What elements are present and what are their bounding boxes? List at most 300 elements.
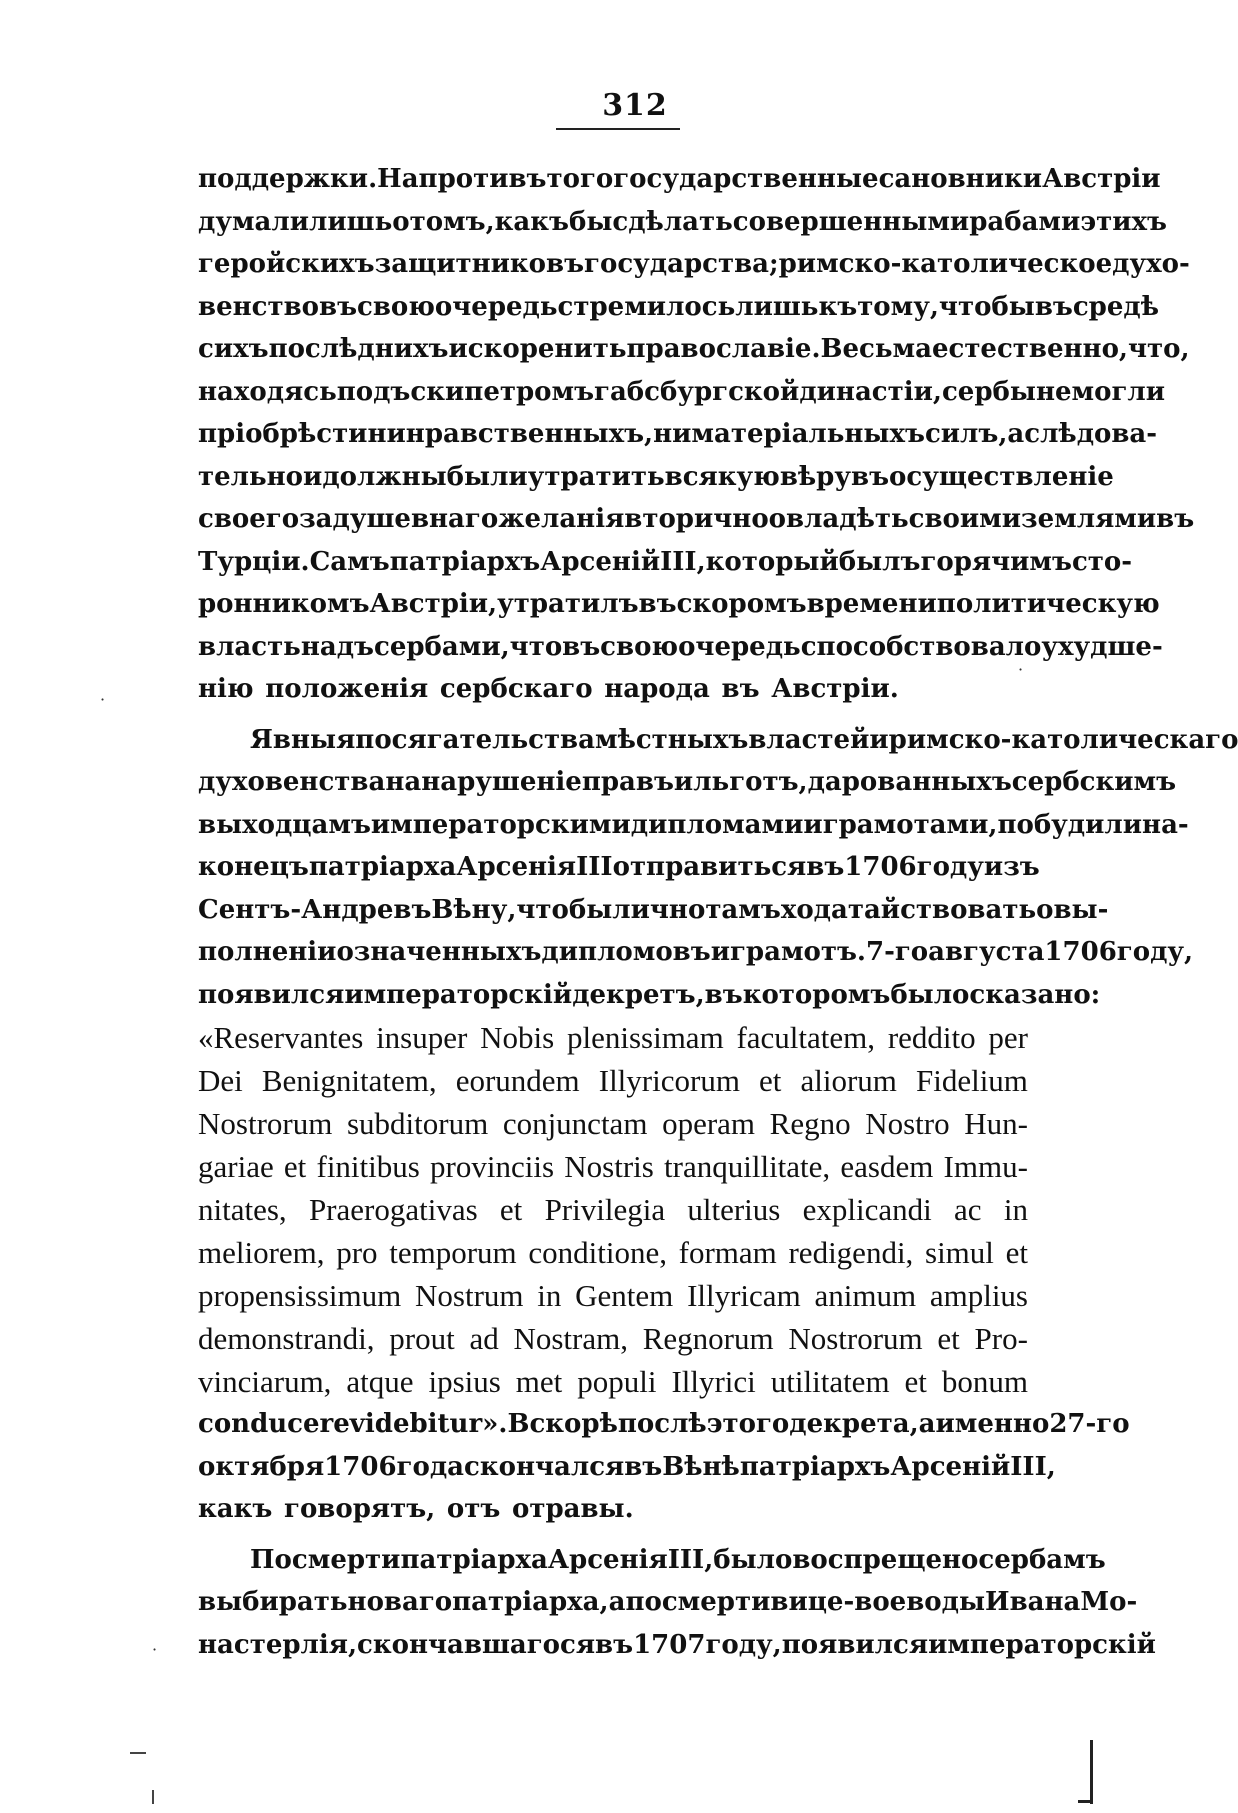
word: vinciarum,: [198, 1364, 332, 1399]
word: Самъ: [309, 546, 390, 577]
word: «Reservantes: [198, 1020, 364, 1055]
word: Nobis: [480, 1020, 555, 1055]
word: поддержки.: [198, 164, 378, 194]
word: который: [705, 546, 839, 577]
word: къ: [818, 291, 858, 322]
word: conjunctam: [502, 1106, 648, 1141]
word: въ: [562, 631, 601, 662]
word: конецъ: [198, 852, 309, 882]
word: ни: [653, 419, 692, 449]
word: скончался: [464, 1451, 625, 1482]
word: положенія: [265, 674, 429, 704]
text-line: [198, 158, 1161, 201]
word: желанія: [498, 504, 625, 534]
page-corner-mark: [1078, 1800, 1093, 1803]
word: et: [1005, 1235, 1028, 1270]
word: et: [759, 1063, 782, 1098]
word: и: [710, 937, 730, 967]
word: послѣднихъ: [268, 334, 449, 364]
word: въ: [851, 461, 890, 492]
word: въ: [595, 1629, 634, 1660]
scan-speck-mark: ·: [152, 1640, 158, 1659]
word: патріарха: [308, 852, 457, 882]
word: Nostrorum: [198, 1106, 333, 1141]
word: operam: [662, 1106, 756, 1141]
word: сказано:: [969, 979, 1101, 1010]
word: сербами,: [374, 631, 510, 662]
word: 1706: [844, 852, 917, 882]
word: Арсенія: [456, 852, 577, 882]
word: династіи,: [799, 376, 942, 407]
word: патріарха: [400, 1544, 548, 1575]
word: былъ: [838, 546, 921, 577]
word: какъ: [494, 206, 569, 237]
text-line: [198, 719, 1238, 762]
word: задушевнаго: [299, 504, 499, 534]
word: Nostram,: [513, 1321, 628, 1356]
word: думали: [198, 206, 310, 237]
word: года: [396, 1451, 464, 1482]
page-corner-mark: [1090, 1740, 1093, 1804]
word: Арсеній: [540, 546, 661, 577]
text-line: [198, 413, 1158, 456]
word: Regnorum: [642, 1321, 774, 1356]
word: demonstrandi,: [198, 1321, 375, 1356]
text-line: [198, 974, 1101, 1017]
scan-speck-mark: ·: [100, 690, 106, 709]
word: году: [916, 852, 984, 882]
word: надъ: [300, 631, 374, 662]
word: тельно: [198, 461, 304, 492]
word: въ: [638, 589, 677, 619]
word: посягательства: [355, 724, 595, 755]
word: въ: [1156, 504, 1195, 534]
word: утратилъ: [497, 589, 639, 619]
word: facultatem,: [736, 1020, 876, 1055]
latin-quote-line: [198, 1016, 1028, 1059]
word: Сентъ-: [198, 894, 302, 925]
word: сдѣлать: [612, 206, 733, 237]
word: Арсеній: [890, 1451, 1011, 1482]
word: сто-: [1071, 546, 1133, 577]
word: вторично: [624, 504, 769, 534]
paragraph-gap: [198, 711, 1028, 719]
word: conducere: [198, 1409, 350, 1439]
word: По: [250, 1544, 292, 1575]
word: Dei: [198, 1063, 243, 1098]
word: temporum: [389, 1235, 517, 1270]
text-line: [198, 498, 1195, 541]
word: средѣ: [1072, 291, 1159, 322]
word: были: [446, 461, 528, 492]
word: римско-католическаго: [888, 724, 1238, 755]
text-line: [198, 846, 1040, 889]
word: очередь: [678, 631, 801, 662]
word: говорятъ,: [284, 1494, 436, 1524]
word: сихъ: [198, 334, 269, 364]
word: aliorum: [800, 1063, 897, 1098]
word: декретъ,: [572, 979, 705, 1010]
word: чтобы: [938, 291, 1035, 322]
word: о: [392, 206, 410, 237]
scan-dash-mark: [152, 1790, 154, 1804]
word: III,: [667, 1544, 714, 1575]
word: скипетромъ: [410, 376, 595, 407]
word: смерти: [291, 1544, 401, 1575]
word: 7-го: [865, 937, 929, 967]
word: сербскаго: [439, 674, 593, 704]
word: патріарха,: [452, 1587, 609, 1617]
scan-speck-mark: ·: [1018, 660, 1024, 679]
word: дарованныхъ: [807, 767, 1012, 797]
word: Турціи.: [198, 546, 310, 577]
word: геройскихъ: [198, 249, 375, 279]
word: выходцамъ: [198, 809, 371, 840]
word: находясь: [198, 376, 337, 407]
word: появился: [198, 979, 345, 1010]
word: государства;: [584, 249, 779, 279]
word: мѣстныхъ: [594, 724, 749, 755]
body-text: [198, 158, 1238, 1666]
word: utilitatem: [770, 1364, 890, 1399]
word: которомъ: [742, 979, 891, 1010]
word: et: [904, 1364, 927, 1399]
word: 1706: [324, 1451, 397, 1482]
word: Fidelium: [915, 1063, 1028, 1098]
word: finitibus: [316, 1149, 420, 1184]
word: духо-: [1112, 249, 1190, 279]
word: Illyricam: [687, 1278, 801, 1313]
word: дипломами: [630, 809, 804, 840]
word: означенныхъ: [336, 937, 542, 967]
word: грамотами,: [822, 809, 998, 840]
latin-quote-line: [198, 1360, 1028, 1403]
word: ipsius: [428, 1364, 501, 1399]
word: отравы.: [512, 1494, 634, 1524]
word: Арсенія: [547, 1544, 668, 1575]
text-line: [198, 541, 1133, 584]
word: reddito: [887, 1020, 976, 1055]
word: властей: [748, 724, 870, 755]
word: естественно,: [931, 334, 1128, 364]
word: духовенства: [198, 767, 386, 797]
word: 1706: [1044, 937, 1117, 967]
word: ходатайствовать: [780, 894, 1037, 925]
word: 1707: [633, 1629, 706, 1660]
word: по: [625, 1587, 662, 1617]
word: formam: [678, 1235, 777, 1270]
word: Австріи,: [369, 589, 498, 619]
word: патріархъ: [389, 546, 541, 577]
word: году,: [1116, 937, 1194, 967]
word: венство: [198, 291, 319, 322]
word: Benignitatem,: [261, 1063, 437, 1098]
word: политическую: [936, 589, 1160, 619]
text-line: [198, 804, 1189, 847]
word: нравственныхъ,: [405, 419, 654, 449]
word: своими: [908, 504, 1022, 534]
word: prout: [389, 1321, 455, 1356]
word: Вѣнѣ: [662, 1451, 740, 1482]
word: слѣдова-: [1024, 419, 1158, 449]
word: совершенными: [732, 206, 970, 237]
word: грамотъ.: [729, 937, 866, 967]
word: а: [918, 1409, 936, 1439]
word: своего: [198, 504, 300, 534]
word: Напротивъ: [377, 164, 547, 194]
latin-quote-line: [198, 1317, 1028, 1360]
word: римско-католическое: [778, 249, 1113, 279]
word: сербскимъ: [1011, 767, 1177, 797]
word: отъ: [446, 1494, 501, 1524]
word: plenissimam: [566, 1020, 724, 1055]
word: свою: [357, 291, 435, 322]
word: Nostro: [865, 1106, 950, 1141]
word: тамъ: [705, 894, 781, 925]
word: настерлія,: [198, 1629, 358, 1660]
word: очередь: [434, 291, 558, 322]
word: amplius: [929, 1278, 1028, 1313]
word: nitates,: [198, 1192, 287, 1227]
word: ухудше-: [1041, 631, 1163, 662]
word: октября: [198, 1451, 325, 1482]
word: et: [499, 1192, 523, 1227]
word: пріобрѣсти: [198, 419, 368, 449]
word: gariae: [198, 1149, 274, 1184]
text-line: [198, 1488, 1028, 1531]
word: новаго: [347, 1587, 453, 1617]
word: не: [1035, 376, 1072, 407]
word: въ: [319, 291, 358, 322]
word: появился: [781, 1629, 929, 1660]
word: защитниковъ: [374, 249, 585, 279]
word: могли: [1071, 376, 1165, 407]
word: ulterius: [687, 1192, 781, 1227]
word: сербы: [941, 376, 1036, 407]
word: и: [303, 461, 323, 492]
word: insuper: [376, 1020, 468, 1055]
word: Nostris: [564, 1149, 654, 1184]
word: Praerogativas: [308, 1192, 478, 1227]
word: въ: [1034, 291, 1073, 322]
word: Illyricorum: [598, 1063, 740, 1098]
word: габсбургской: [594, 376, 800, 407]
word: матеріальныхъ: [691, 419, 925, 449]
word: ни: [367, 419, 406, 449]
word: и: [673, 767, 694, 797]
word: льготъ,: [693, 767, 808, 797]
word: redigendi,: [788, 1235, 914, 1270]
word: въ: [806, 852, 845, 882]
word: Privilegia: [544, 1192, 666, 1227]
text-line: [198, 243, 1190, 286]
word: Австріи: [1042, 164, 1161, 194]
word: народа: [604, 674, 710, 704]
word: побудили: [997, 809, 1143, 840]
word: et: [283, 1149, 307, 1184]
word: августа: [928, 937, 1045, 967]
word: этихъ: [1080, 206, 1167, 237]
word: дипломовъ: [541, 937, 711, 967]
word: Illyrici: [671, 1364, 756, 1399]
word: III: [576, 852, 613, 882]
word: populi: [577, 1364, 657, 1399]
word: силъ,: [924, 419, 1008, 449]
word: тому,: [857, 291, 939, 322]
word: и: [869, 724, 889, 755]
text-line: [198, 583, 1160, 626]
word: искоренить: [448, 334, 627, 364]
word: всякую: [664, 461, 780, 492]
word: conditione,: [528, 1235, 667, 1270]
word: должны: [322, 461, 447, 492]
word: власть: [198, 631, 301, 662]
word: III,: [660, 546, 706, 577]
word: вѣру: [779, 461, 851, 492]
word: eorundem: [455, 1063, 580, 1098]
word: какъ: [198, 1494, 273, 1524]
word: томъ,: [409, 206, 495, 237]
word: subditorum: [346, 1106, 489, 1141]
word: Мо-: [1080, 1587, 1138, 1617]
word: explicandi: [802, 1192, 932, 1227]
word: что: [509, 631, 563, 662]
word: Immu-: [943, 1149, 1028, 1184]
word: патріархъ: [739, 1451, 891, 1482]
text-line: [198, 1539, 1106, 1582]
word: императорскій: [928, 1629, 1156, 1660]
word: времени: [806, 589, 937, 619]
latin-quote-line: [198, 1059, 1028, 1102]
latin-quote-line: [198, 1188, 1028, 1231]
word: met: [515, 1364, 563, 1399]
word: in: [537, 1278, 562, 1313]
word: въ: [624, 1451, 663, 1482]
word: отправиться: [612, 852, 807, 882]
word: III,: [1010, 1451, 1056, 1482]
word: императорскій: [344, 979, 573, 1010]
word: animum: [814, 1278, 917, 1313]
word: in: [1003, 1192, 1028, 1227]
word: изъ: [983, 852, 1040, 882]
word: выбирать: [198, 1587, 348, 1617]
word: videbitur».: [349, 1409, 508, 1439]
text-line: [198, 371, 1165, 414]
word: декрета,: [789, 1409, 919, 1439]
word: Ивана: [985, 1587, 1081, 1617]
word: а: [1007, 419, 1025, 449]
word: лишь: [735, 291, 819, 322]
word: государственные: [613, 164, 879, 194]
word: императорскими: [370, 809, 631, 840]
text-line: [198, 328, 1190, 371]
word: было: [713, 1544, 793, 1575]
word: Gentem: [575, 1278, 674, 1313]
word: о: [1036, 894, 1054, 925]
word: Весьма: [820, 334, 932, 364]
text-line: [198, 1624, 1156, 1667]
word: рабами: [969, 206, 1081, 237]
word: Pro-: [974, 1321, 1028, 1356]
word: бы: [568, 206, 613, 237]
word: овладѣть: [768, 504, 909, 534]
latin-quote-line: [198, 1102, 1028, 1145]
word: воспрещено: [792, 1544, 979, 1575]
word: этого: [706, 1409, 790, 1439]
word: горячимъ: [920, 546, 1072, 577]
word: году,: [705, 1629, 782, 1660]
word: ac: [954, 1192, 982, 1227]
word: Явныя: [250, 724, 356, 755]
text-line: [198, 1581, 1138, 1624]
text-line: [198, 1403, 1130, 1446]
word: чтобы: [516, 894, 613, 925]
word: нарушеніе: [421, 767, 582, 797]
word: смерти: [661, 1587, 771, 1617]
word: скоромъ: [676, 589, 807, 619]
word: на-: [1142, 809, 1189, 840]
word: именно: [935, 1409, 1050, 1439]
latin-quote-line: [198, 1231, 1028, 1274]
word: Nostrum: [415, 1278, 524, 1313]
text-line: [198, 668, 1028, 711]
word: tranquillitate,: [664, 1149, 831, 1184]
word: а: [608, 1587, 626, 1617]
word: что,: [1127, 334, 1190, 364]
text-line: [198, 761, 1177, 804]
word: осуществленіе: [889, 461, 1114, 492]
latin-quote-line: [198, 1145, 1028, 1188]
word: послѣ: [617, 1409, 707, 1439]
word: и: [803, 809, 823, 840]
latin-quote-line: [198, 1274, 1028, 1317]
word: ad: [469, 1321, 499, 1356]
word: сановники: [878, 164, 1043, 194]
word: на: [385, 767, 422, 797]
word: atque: [346, 1364, 414, 1399]
word: ронникомъ: [198, 589, 370, 619]
word: того: [546, 164, 614, 194]
word: Австріи.: [771, 674, 899, 704]
word: Вѣну,: [431, 894, 517, 925]
word: подъ: [336, 376, 411, 407]
word: provinciis: [430, 1149, 555, 1184]
word: bonum: [941, 1364, 1028, 1399]
word: propensissimum: [198, 1278, 402, 1313]
word: лишь: [309, 206, 393, 237]
page-number: 312: [602, 88, 668, 123]
word: Nostrorum: [788, 1321, 923, 1356]
word: et: [937, 1321, 960, 1356]
text-line: [198, 626, 1163, 669]
word: лично: [612, 894, 706, 925]
word: meliorem,: [198, 1235, 325, 1270]
word: стремилось: [557, 291, 736, 322]
word: въ: [721, 674, 760, 704]
word: Regno: [769, 1106, 851, 1141]
word: землями: [1021, 504, 1157, 534]
word: способствовало: [800, 631, 1042, 662]
word: въ: [704, 979, 743, 1010]
word: 27-го: [1049, 1409, 1130, 1439]
word: сербамъ: [978, 1544, 1106, 1575]
word: Hun-: [964, 1106, 1028, 1141]
word: вице-воеводы: [770, 1587, 986, 1617]
text-line: [198, 286, 1159, 329]
word: pro: [336, 1235, 378, 1270]
text-line: [198, 201, 1167, 244]
word: утратить: [527, 461, 665, 492]
